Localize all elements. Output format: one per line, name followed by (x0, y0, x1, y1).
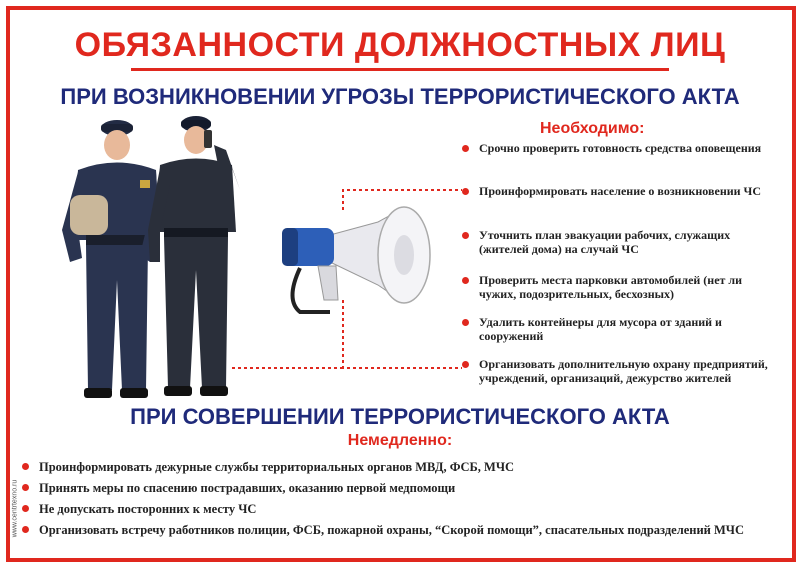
bullet-dot (462, 319, 469, 326)
bullet-dot (462, 277, 469, 284)
list-item: Проинформировать население о возникновении ЧС (462, 184, 772, 198)
bullet-dot (462, 232, 469, 239)
act-header: ПРИ СОВЕРШЕНИИ ТЕРРОРИСТИЧЕСКОГО АКТА (130, 404, 670, 429)
bullet-dot (22, 484, 29, 491)
act-action-list (22, 460, 782, 544)
bullet-dot (462, 188, 469, 195)
connector-lines (232, 190, 462, 368)
guard-figure-left (62, 120, 160, 398)
side-credit: www.centrtexno.ru (11, 479, 19, 538)
bullet-dot (462, 145, 469, 152)
bullet-dot (22, 505, 29, 512)
list-item: Проверить места парковки автомобилей (нет ли чужих, подозрительных, бесхозных) (462, 273, 772, 301)
list-item: Не допускать посторонних к месту ЧС (22, 502, 782, 516)
threat-lead: Необходимо: (540, 120, 645, 137)
list-item: Организовать дополнительную охрану предприятий, учреждений, организаций, дежурство жителей (462, 357, 772, 385)
bullet-dot (22, 526, 29, 533)
list-item: Организовать встречу работников полиции, ФСБ, пожарной охраны, “Скорой помощи”, спасательных подразделений МЧС (22, 523, 782, 537)
threat-subtitle: ПРИ ВОЗНИКНОВЕНИИ УГРОЗЫ ТЕРРОРИСТИЧЕСКОГО АКТА (60, 84, 740, 109)
list-item: Уточнить план эвакуации рабочих, служащих (жителей дома) на случай ЧС (462, 228, 772, 256)
list-item: Срочно проверить готовность средства оповещения (462, 141, 772, 155)
list-item: Проинформировать дежурные службы территориальных органов МВД, ФСБ, МЧС (22, 460, 782, 474)
bullet-dot (22, 463, 29, 470)
list-item: Принять меры по спасению пострадавших, оказанию первой медпомощи (22, 481, 782, 495)
act-lead: Немедленно: (347, 432, 453, 449)
bullet-dot (462, 361, 469, 368)
guard-figure-right (148, 116, 240, 396)
list-item: Удалить контейнеры для мусора от зданий и сооружений (462, 315, 772, 343)
megaphone-icon (282, 207, 430, 312)
poster-title: ОБЯЗАННОСТИ ДОЛЖНОСТНЫХ ЛИЦ (74, 26, 726, 64)
